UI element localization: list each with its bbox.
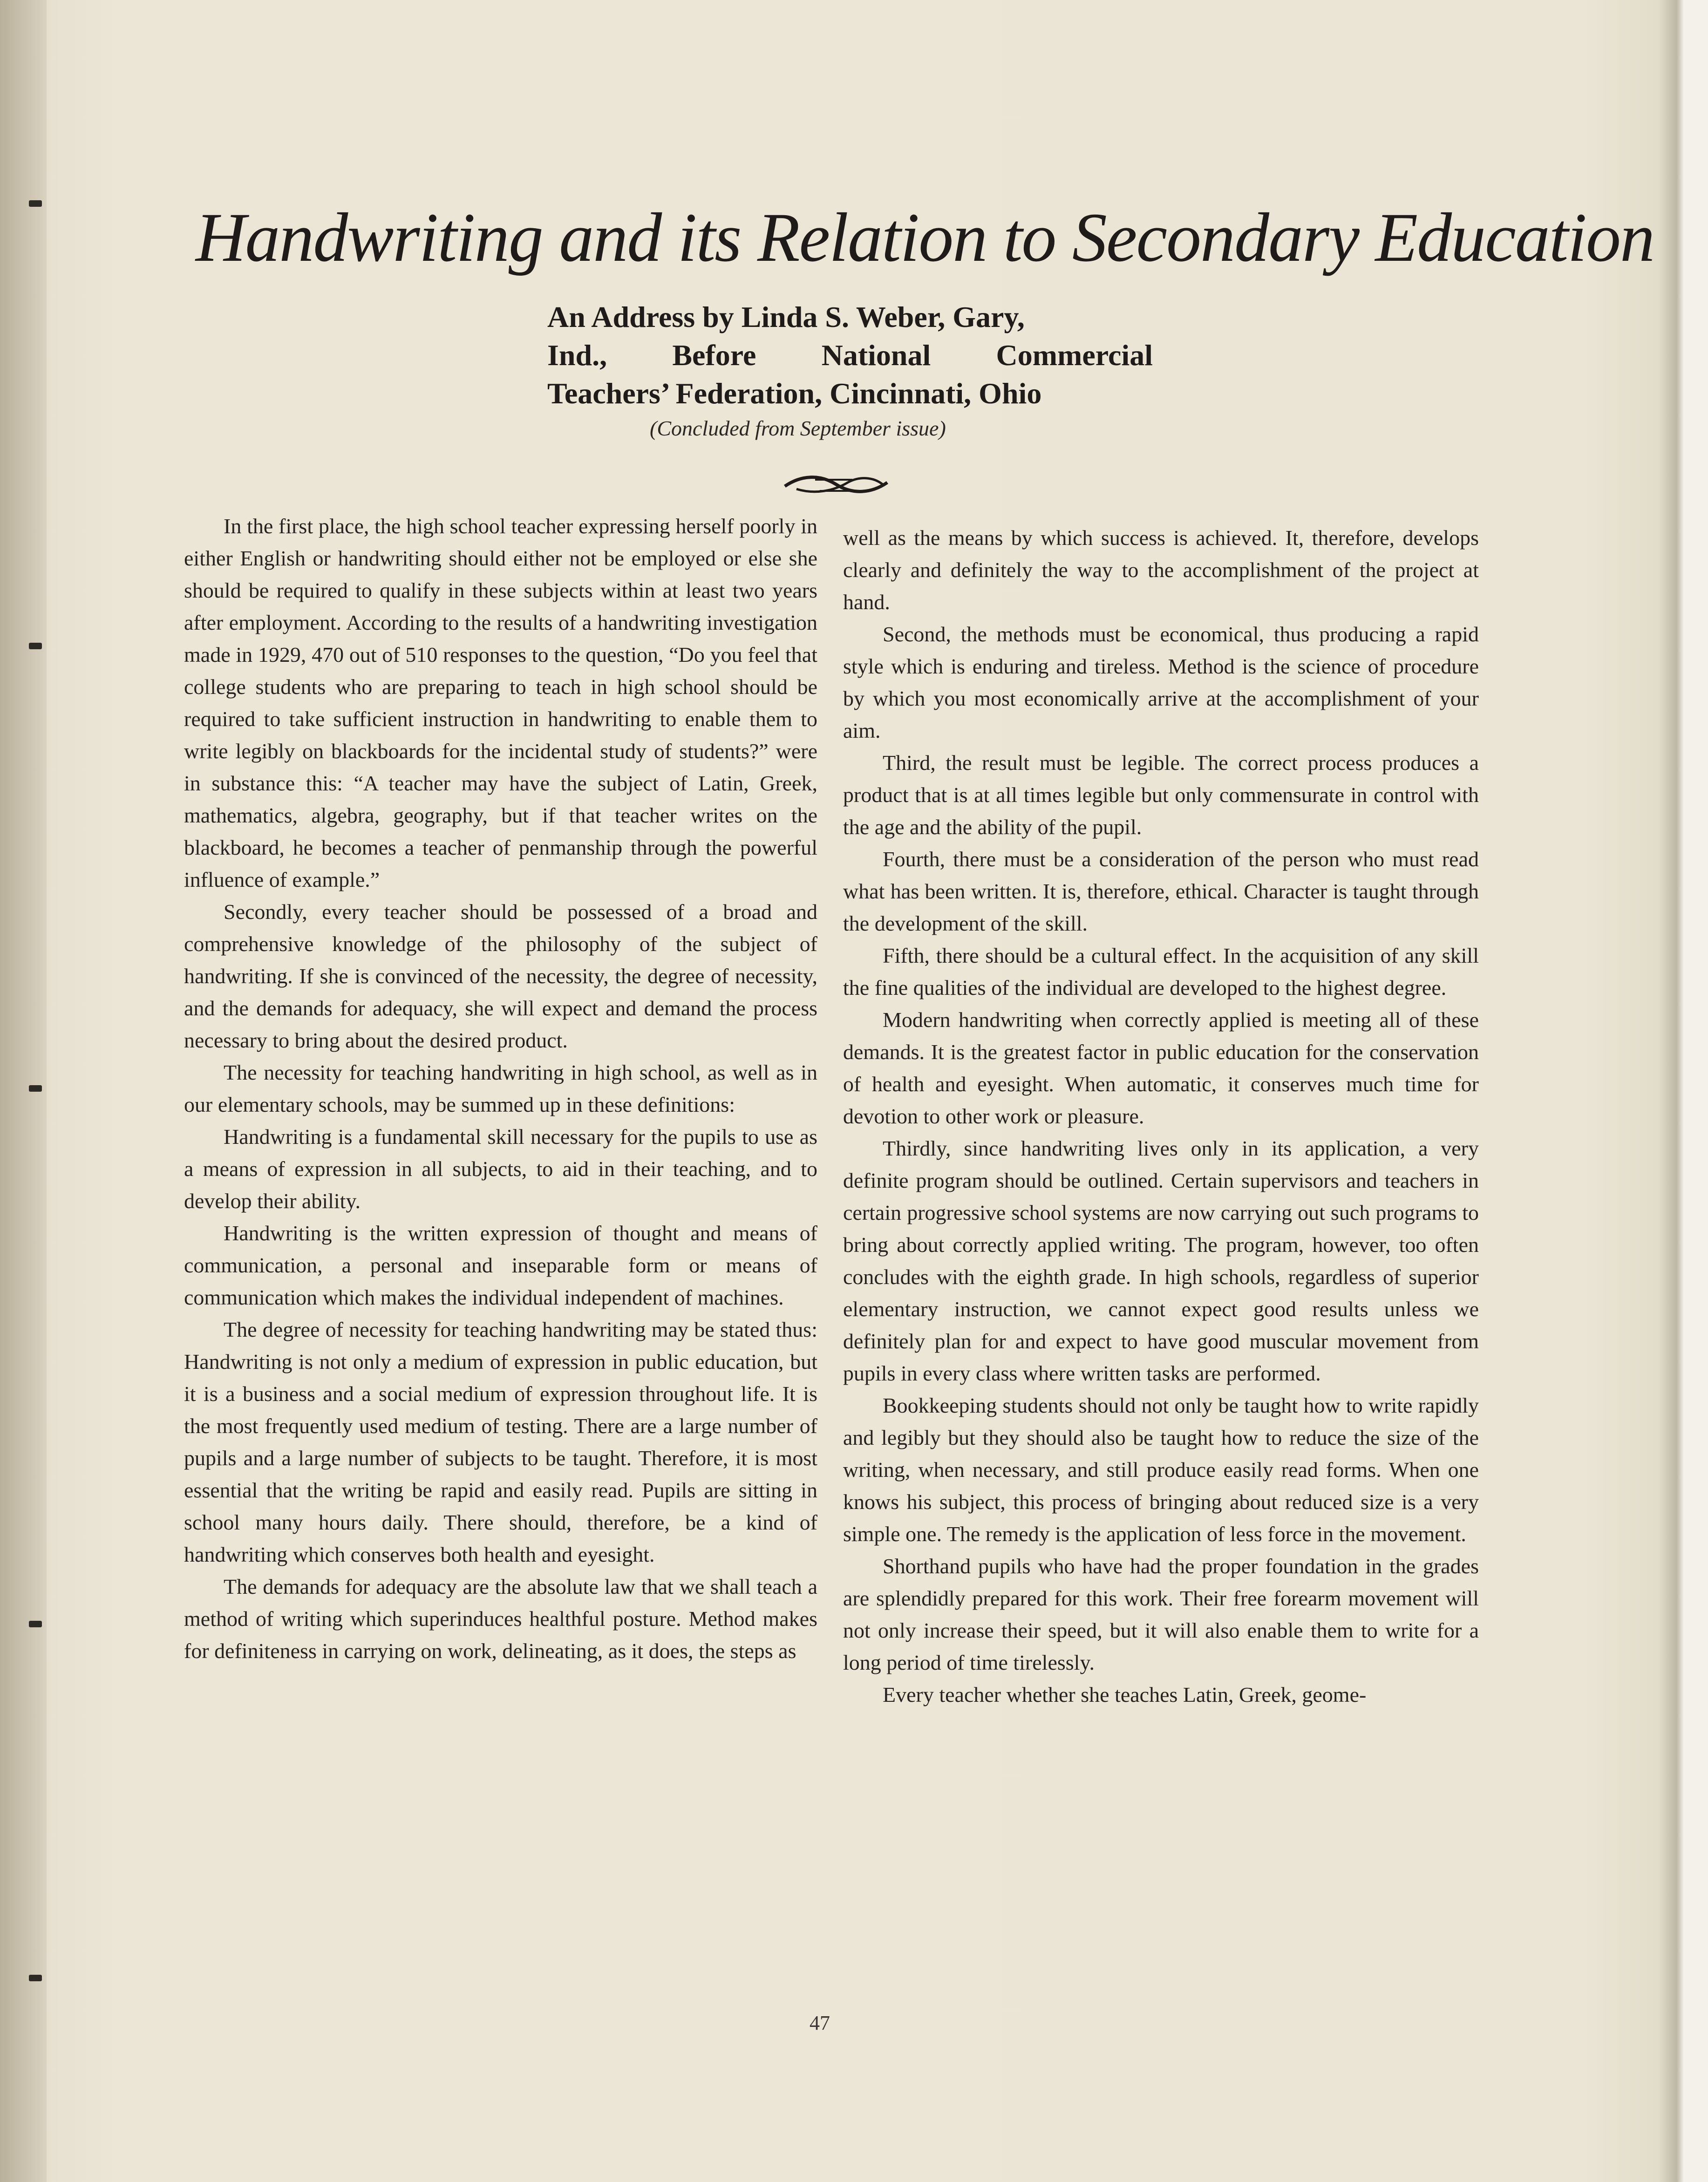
paragraph: Shorthand pupils who have had the proper foundation in the grades are splendidly prepared for this work. Their free forearm movement will not only increase their speed, but it will also enable them to write for a long period of time tirelessly. bbox=[843, 1554, 1479, 1674]
article-byline bbox=[547, 298, 1153, 413]
left-column bbox=[184, 510, 817, 1667]
binding-mark bbox=[29, 200, 42, 207]
continuation-note: (Concluded from September issue) bbox=[650, 416, 946, 440]
page-number: 47 bbox=[810, 2012, 830, 2034]
binding-mark bbox=[29, 1621, 42, 1627]
article-title: Handwriting and its Relation to Secondary Education bbox=[196, 199, 1654, 276]
byline-text: An Address by Linda S. Weber, Gary, bbox=[547, 300, 1025, 333]
binding-mark bbox=[29, 1975, 42, 1981]
right-column bbox=[843, 522, 1479, 1711]
paragraph: The necessity for teaching handwriting in high school, as well as in our elementary schools, may be summed up in these definitions: bbox=[184, 1060, 817, 1116]
paragraph: Secondly, every teacher should be possessed of a broad and comprehensive knowledge of the philosophy of the subject of handwriting. If she is convinced of the necessity, the degree of necessity, and the demands for adequacy, she will expect and demand the process necessary to bring about the desired product. bbox=[184, 900, 817, 1052]
paragraph: Fifth, there should be a cultural effect. In the acquisition of any skill the fine qualities of the individual are developed to the highest degree. bbox=[843, 944, 1479, 999]
byline-line-1 bbox=[547, 298, 1153, 336]
paragraph: Handwriting is a fundamental skill necessary for the pupils to use as a means of expression in all subjects, to aid in their teaching, and to develop their ability. bbox=[184, 1125, 817, 1213]
paragraph: Thirdly, since handwriting lives only in its application, a very definite program should be outlined. Certain supervisors and teachers in certain progressive school systems are now carrying out such programs to bring about correctly applied writing. The program, however, too often concludes with the eighth grade. In high schools, regardless of superior elementary instruction, we cannot expect good results unless we definitely plan for and expect to have good muscular movement from pupils in every class where written tasks are performed. bbox=[843, 1136, 1479, 1385]
paragraph: Handwriting is the written expression of thought and means of communication, a personal and inseparable form or means of communication which makes the individual independent of machines. bbox=[184, 1221, 817, 1309]
byline-text: Before bbox=[672, 339, 756, 372]
paragraph: The demands for adequacy are the absolute law that we shall teach a method of writing which superinduces healthful posture. Method makes for definiteness in carrying on work, delineating, as it does, the steps as bbox=[184, 1575, 817, 1663]
byline-line-3 bbox=[547, 374, 1153, 413]
paragraph: In the first place, the high school teacher expressing herself poorly in either English or handwriting should either not be employed or else she should be required to qualify in these subjects within at least two years after employment. According to the results of a handwriting investigation made in 1929, 470 out of 510 responses to the question, “Do you feel that college students who are preparing to teach in high school should be required to take sufficient instruction in handwriting to enable them to write legibly on blackboards for the incidental study of students?” were in substance this: “A teacher may have the subject of Latin, Greek, mathematics, algebra, geography, but if that teacher writes on the blackboard, he becomes a teacher of penmanship through the powerful influence of example.” bbox=[184, 514, 817, 891]
byline-line-2 bbox=[547, 336, 1153, 374]
paragraph: The degree of necessity for teaching handwriting may be stated thus: Handwriting is not only a medium of expression in public education, but it is a business and a social medium of expression throughout life. It is the most frequently used medium of testing. There are a large number of pupils and a large number of subjects to be taught. Therefore, it is most essential that the writing be rapid and easily read. Pupils are sitting in school many hours daily. There should, therefore, be a kind of handwriting which conserves both health and eyesight. bbox=[184, 1318, 817, 1566]
binding-mark bbox=[29, 643, 42, 649]
paragraph: Modern handwriting when correctly applied is meeting all of these demands. It is the greatest factor in public education for the conservation of health and eyesight. When automatic, it conserves much time for devotion to other work or pleasure. bbox=[843, 1008, 1479, 1128]
binding-mark bbox=[29, 1085, 42, 1092]
ornament-icon bbox=[783, 470, 890, 498]
paragraph: Second, the methods must be economical, thus producing a rapid style which is enduring and tireless. Method is the science of procedure by which you most economically arrive at the accomplishment of your aim. bbox=[843, 622, 1479, 742]
paragraph: Every teacher whether she teaches Latin, Greek, geome- bbox=[883, 1683, 1367, 1706]
byline-text: Teachers’ Federation, Cincinnati, Ohio bbox=[547, 377, 1042, 410]
byline-text: National bbox=[821, 339, 931, 372]
byline-text: Commercial bbox=[996, 339, 1153, 372]
paragraph: well as the means by which success is achieved. It, therefore, develops clearly and definitely the way to the accomplishment of the project at hand. bbox=[843, 526, 1479, 614]
paragraph: Third, the result must be legible. The correct process produces a product that is at all times legible but only commensurate in control with the age and the ability of the pupil. bbox=[843, 751, 1479, 839]
paragraph: Bookkeeping students should not only be taught how to write rapidly and legibly but they should also be taught how to reduce the size of the writing, when necessary, and still produce easily read forms. When one knows his subject, this process of bringing about reduced size is a very simple one. The remedy is the application of less force in the movement. bbox=[843, 1393, 1479, 1546]
byline-text: Ind., bbox=[547, 339, 607, 372]
paragraph: Fourth, there must be a consideration of the person who must read what has been written. It is, therefore, ethical. Character is taught through the development of the skill. bbox=[843, 847, 1479, 935]
